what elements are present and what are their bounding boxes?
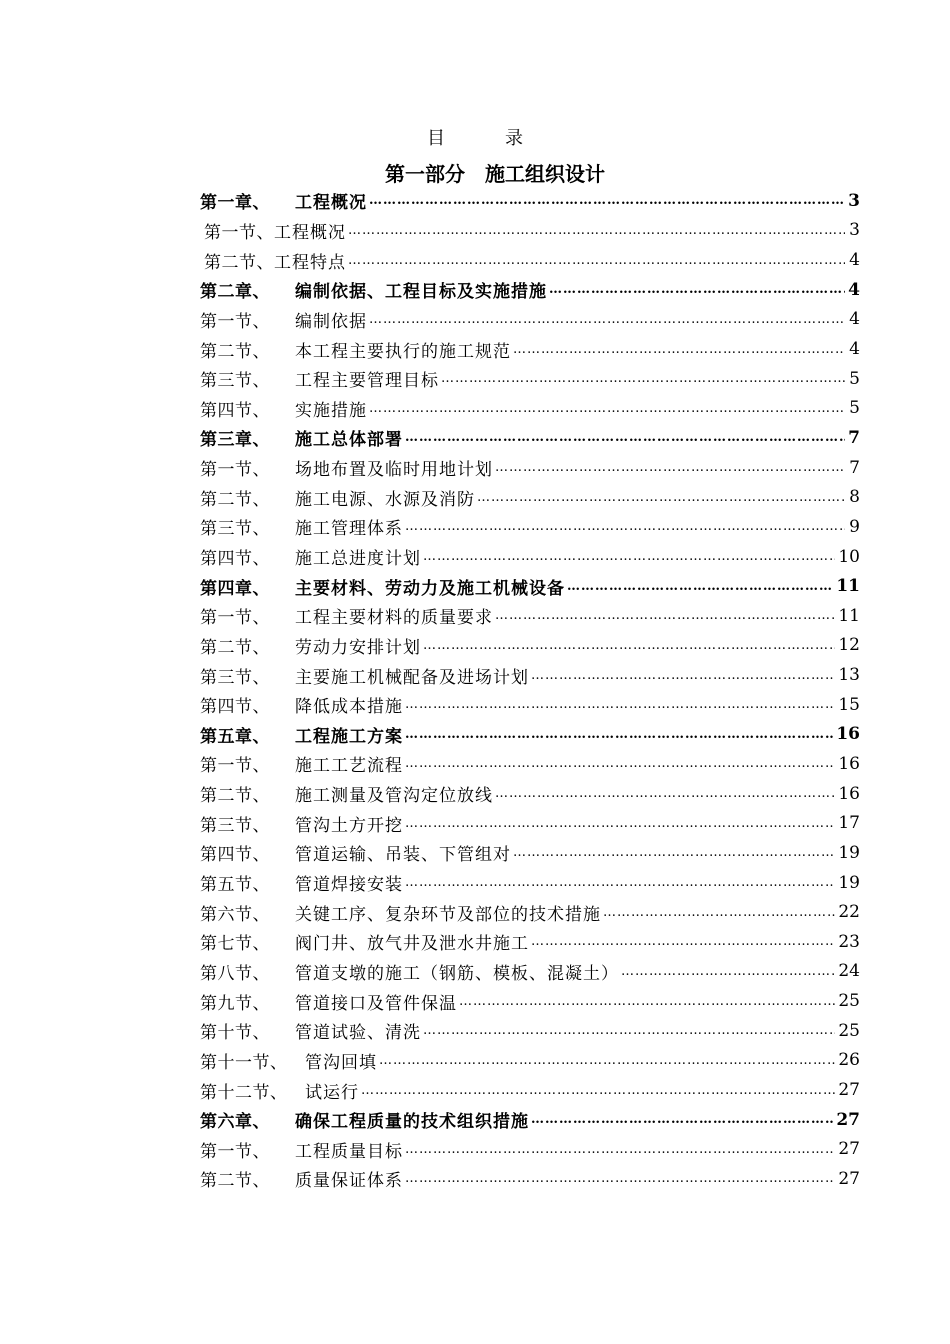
toc-entry-number: 第三节、 xyxy=(200,519,270,540)
toc-leader-dots xyxy=(405,756,835,771)
toc-leader-dots xyxy=(513,845,835,860)
toc-entry-title: 工程施工方案 xyxy=(295,726,403,747)
toc-entry-number: 第一节、 xyxy=(204,222,274,243)
toc-entry-title: 工程概况 xyxy=(274,222,346,243)
toc-section-entry[interactable] xyxy=(200,216,860,246)
toc-leader-dots xyxy=(549,282,845,297)
toc-entry-number: 第五章、 xyxy=(200,726,270,747)
toc-entry-page-number: 16 xyxy=(836,724,860,745)
toc-entry-title: 关键工序、复杂环节及部位的技术措施 xyxy=(295,904,601,925)
toc-section-entry[interactable] xyxy=(200,1016,860,1046)
toc-entry-title: 管沟土方开挖 xyxy=(295,815,403,836)
toc-leader-dots xyxy=(531,1112,833,1127)
toc-entry-number: 第一章、 xyxy=(200,193,270,214)
toc-entry-title: 编制依据、工程目标及实施措施 xyxy=(295,282,547,303)
toc-leader-dots xyxy=(361,1083,835,1098)
toc-entry-number: 第三节、 xyxy=(200,815,270,836)
toc-section-entry[interactable] xyxy=(200,245,860,275)
toc-leader-dots xyxy=(495,460,845,475)
toc-entry-number: 第九节、 xyxy=(200,993,270,1014)
toc-entry-page-number: 11 xyxy=(838,605,860,626)
toc-leader-dots xyxy=(423,549,835,564)
toc-leader-dots xyxy=(405,727,833,742)
toc-leader-dots xyxy=(567,579,833,594)
toc-entry-title: 场地布置及临时用地计划 xyxy=(295,460,493,481)
toc-entry-title: 实施措施 xyxy=(295,400,367,421)
toc-section-entry[interactable] xyxy=(200,808,860,838)
toc-entry-number: 第一节、 xyxy=(200,1141,270,1162)
toc-entry-page-number: 10 xyxy=(838,546,860,567)
toc-entry-page-number: 27 xyxy=(838,1168,860,1189)
toc-leader-dots xyxy=(621,964,835,979)
toc-leader-dots xyxy=(405,1142,835,1157)
toc-section-entry[interactable] xyxy=(200,986,860,1016)
toc-leader-dots xyxy=(369,193,845,208)
toc-entry-page-number: 26 xyxy=(838,1050,860,1071)
toc-entry-page-number: 23 xyxy=(838,931,860,952)
toc-entry-number: 第二章、 xyxy=(200,282,270,303)
toc-leader-dots xyxy=(441,371,845,386)
toc-leader-dots xyxy=(405,816,835,831)
toc-entry-number: 第四节、 xyxy=(200,845,270,866)
toc-section-entry[interactable] xyxy=(200,1135,860,1165)
toc-entry-page-number: 4 xyxy=(849,250,860,271)
toc-section-entry[interactable] xyxy=(200,542,860,572)
toc-section-entry[interactable] xyxy=(200,1075,860,1105)
toc-entry-page-number: 4 xyxy=(848,279,860,300)
toc-section-entry[interactable] xyxy=(200,690,860,720)
toc-entry-title: 确保工程质量的技术组织措施 xyxy=(295,1112,529,1133)
toc-entry-number: 第六章、 xyxy=(200,1112,270,1133)
toc-entry-number: 第一节、 xyxy=(200,311,270,332)
toc-leader-dots xyxy=(423,1023,835,1038)
toc-section-entry[interactable] xyxy=(200,305,860,335)
toc-leader-dots xyxy=(405,519,845,534)
part-title: 第一部分 施工组织设计 xyxy=(385,162,605,186)
toc-entry-number: 第二节、 xyxy=(200,786,270,807)
toc-leader-dots xyxy=(495,786,835,801)
toc-entry-number: 第二节、 xyxy=(200,341,270,362)
toc-entry-page-number: 3 xyxy=(848,190,860,211)
toc-chapter-entry[interactable] xyxy=(200,186,860,216)
toc-section-entry[interactable] xyxy=(200,868,860,898)
toc-entry-page-number: 16 xyxy=(838,753,860,774)
toc-entry-number: 第三章、 xyxy=(200,430,270,451)
toc-entry-title: 施工电源、水源及消防 xyxy=(295,489,475,510)
toc-entry-page-number: 7 xyxy=(848,427,860,448)
toc-section-entry[interactable] xyxy=(200,897,860,927)
toc-section-entry[interactable] xyxy=(200,453,860,483)
toc-entry-page-number: 9 xyxy=(849,516,860,537)
toc-entry-page-number: 25 xyxy=(838,1020,860,1041)
toc-entry-number: 第二节、 xyxy=(200,1171,270,1192)
toc-entry-title: 主要施工机械配备及进场计划 xyxy=(295,667,529,688)
toc-entry-number: 第四章、 xyxy=(200,578,270,599)
toc-chapter-entry[interactable] xyxy=(200,720,860,750)
toc-entry-title: 管沟回填 xyxy=(305,1052,377,1073)
toc-entry-title: 工程主要材料的质量要求 xyxy=(295,608,493,629)
toc-entry-number: 第七节、 xyxy=(200,934,270,955)
toc-section-entry[interactable] xyxy=(200,957,860,987)
toc-leader-dots xyxy=(423,638,835,653)
toc-entry-title: 施工工艺流程 xyxy=(295,756,403,777)
toc-leader-dots xyxy=(531,668,835,683)
toc-leader-dots xyxy=(348,253,845,268)
toc-chapter-entry[interactable] xyxy=(200,423,860,453)
toc-entry-page-number: 5 xyxy=(849,368,860,389)
toc-chapter-entry[interactable] xyxy=(200,1105,860,1135)
toc-section-entry[interactable] xyxy=(200,512,860,542)
toc-entry-title: 管道试验、清洗 xyxy=(295,1023,421,1044)
toc-leader-dots xyxy=(531,934,835,949)
toc-section-entry[interactable] xyxy=(200,660,860,690)
toc-entry-number: 第一节、 xyxy=(200,460,270,481)
toc-entry-number: 第一节、 xyxy=(200,608,270,629)
toc-entry-number: 第六节、 xyxy=(200,904,270,925)
toc-entry-page-number: 25 xyxy=(838,991,860,1012)
toc-leader-dots xyxy=(369,401,845,416)
toc-chapter-entry[interactable] xyxy=(200,275,860,305)
toc-entry-title: 管道接口及管件保温 xyxy=(295,993,457,1014)
toc-leader-dots xyxy=(348,223,845,238)
toc-entry-page-number: 5 xyxy=(849,398,860,419)
toc-entry-page-number: 27 xyxy=(836,1109,860,1130)
toc-entry-page-number: 4 xyxy=(849,309,860,330)
toc-entry-title: 工程特点 xyxy=(274,252,346,273)
toc-section-entry[interactable] xyxy=(200,482,860,512)
toc-chapter-entry[interactable] xyxy=(200,571,860,601)
toc-entry-page-number: 13 xyxy=(838,665,860,686)
toc-leader-dots xyxy=(513,342,845,357)
toc-entry-number: 第八节、 xyxy=(200,963,270,984)
toc-entry-title: 施工管理体系 xyxy=(295,519,403,540)
toc-section-entry[interactable] xyxy=(200,601,860,631)
toc-entry-number: 第四节、 xyxy=(200,697,270,718)
toc-entry-page-number: 24 xyxy=(838,961,860,982)
toc-section-entry[interactable] xyxy=(200,393,860,423)
toc-entry-page-number: 16 xyxy=(838,783,860,804)
toc-entry-title: 质量保证体系 xyxy=(295,1171,403,1192)
toc-leader-dots xyxy=(495,608,835,623)
toc-leader-dots xyxy=(405,697,835,712)
toc-entry-title: 阀门井、放气井及泄水井施工 xyxy=(295,934,529,955)
toc-section-entry[interactable] xyxy=(200,364,860,394)
toc-entry-number: 第十节、 xyxy=(200,1023,270,1044)
toc-leader-dots xyxy=(603,905,835,920)
toc-section-entry[interactable] xyxy=(200,631,860,661)
toc-entry-title: 施工总进度计划 xyxy=(295,549,421,569)
toc-entry-title: 管道焊接安装 xyxy=(295,875,403,896)
toc-entry-title: 编制依据 xyxy=(295,311,367,332)
toc-leader-dots xyxy=(405,1171,835,1186)
toc-entry-page-number: 8 xyxy=(849,487,860,508)
toc-entry-number: 第二节、 xyxy=(204,252,274,273)
toc-entry-title: 本工程主要执行的施工规范 xyxy=(295,341,511,362)
toc-entry-page-number: 22 xyxy=(838,902,860,923)
toc-entry-title: 施工总体部署 xyxy=(295,430,403,451)
toc-entry-page-number: 4 xyxy=(849,339,860,360)
toc-section-entry[interactable] xyxy=(200,1164,860,1194)
toc-entry-title: 试运行 xyxy=(305,1082,359,1103)
toc-entry-page-number: 27 xyxy=(838,1139,860,1160)
toc-entry-page-number: 15 xyxy=(838,694,860,715)
toc-entry-number: 第三节、 xyxy=(200,667,270,688)
toc-entry-number: 第一节、 xyxy=(200,756,270,777)
toc-leader-dots xyxy=(379,1053,835,1068)
toc-leader-dots xyxy=(477,490,845,505)
toc-leader-dots xyxy=(405,430,845,445)
toc-entry-page-number: 12 xyxy=(838,635,860,656)
toc-entry-page-number: 3 xyxy=(849,220,860,241)
toc-entry-title: 工程质量目标 xyxy=(295,1141,403,1162)
toc-entry-number: 第三节、 xyxy=(200,371,270,392)
toc-entry-title: 降低成本措施 xyxy=(295,697,403,718)
toc-entry-page-number: 11 xyxy=(836,576,860,597)
toc-entry-title: 管道支墩的施工（钢筋、模板、混凝土） xyxy=(295,963,619,984)
toc-leader-dots xyxy=(459,994,835,1009)
toc-entry-title: 施工测量及管沟定位放线 xyxy=(295,786,493,807)
toc-section-entry[interactable] xyxy=(200,749,860,779)
toc-entry-page-number: 17 xyxy=(838,813,860,834)
toc-entry-number: 第五节、 xyxy=(200,875,270,896)
toc-section-entry[interactable] xyxy=(200,779,860,809)
toc-entry-title: 劳动力安排计划 xyxy=(295,637,421,658)
toc-entry-page-number: 27 xyxy=(838,1080,860,1101)
toc-entry-number: 第二节、 xyxy=(200,637,270,658)
toc-entry-number: 第十二节、 xyxy=(200,1082,288,1103)
toc-heading: 目录 xyxy=(427,128,583,149)
toc-entry-number: 第十一节、 xyxy=(200,1052,288,1073)
toc-entry-page-number: 19 xyxy=(838,872,860,893)
toc-entry-title: 主要材料、劳动力及施工机械设备 xyxy=(295,578,565,599)
toc-section-entry[interactable] xyxy=(200,334,860,364)
toc-entry-page-number: 7 xyxy=(849,457,860,478)
toc-entry-title: 工程主要管理目标 xyxy=(295,371,439,392)
toc-entry-title: 管道运输、吊装、下管组对 xyxy=(295,845,511,866)
toc-entry-number: 第四节、 xyxy=(200,549,270,569)
toc-section-entry[interactable] xyxy=(200,838,860,868)
toc-section-entry[interactable] xyxy=(200,1046,860,1076)
toc-entry-title: 工程概况 xyxy=(295,193,367,214)
toc-leader-dots xyxy=(405,875,835,890)
table-of-contents xyxy=(200,186,860,1194)
toc-section-entry[interactable] xyxy=(200,927,860,957)
toc-leader-dots xyxy=(369,312,845,327)
toc-entry-number: 第二节、 xyxy=(200,489,270,510)
toc-entry-page-number: 19 xyxy=(838,842,860,863)
toc-entry-number: 第四节、 xyxy=(200,400,270,421)
